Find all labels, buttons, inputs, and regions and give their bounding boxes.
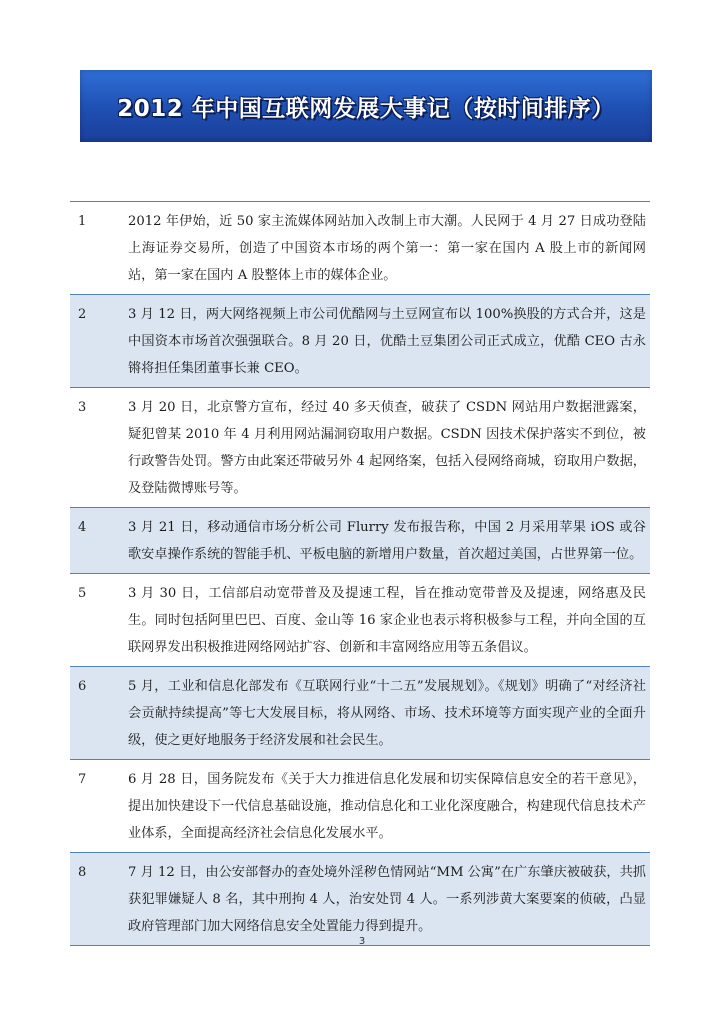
title-banner: [80, 70, 652, 142]
event-text: 7 月 12 日，由公安部督办的查处境外淫秽色情网站“MM 公寓”在广东肇庆被破获，共抓获犯罪嫌疑人 8 名，其中刑拘 4 人，治安处罚 4 人。一系列涉黄大案要案的侦破，凸显政府管理部门加大网络信息安全处置能力得到提升。: [128, 865, 646, 934]
event-number: 1: [78, 214, 87, 229]
event-number: 2: [78, 307, 87, 322]
event-row: [70, 508, 650, 574]
event-row: [70, 295, 650, 388]
event-row: [70, 853, 650, 946]
event-text: 3 月 30 日，工信部启动宽带普及及提速工程，旨在推动宽带普及及提速，网络惠及民生。同时包括阿里巴巴、百度、金山等 16 家企业也表示将积极参与工程，并向全国的互联网界发出积极推进网络网站扩容、创新和丰富网络应用等五条倡议。: [128, 586, 646, 655]
event-text: 5 月，工业和信息化部发布《互联网行业“十二五”发展规划》。《规划》明确了“对经济社会贡献持续提高”等七大发展目标，将从网络、市场、技术环境等方面实现产业的全面升级，使之更好地服务于经济发展和社会民生。: [128, 679, 646, 748]
event-number: 3: [78, 400, 87, 415]
event-number: 4: [78, 520, 87, 535]
page-number: 3: [358, 936, 366, 947]
event-row: [70, 388, 650, 508]
event-row: [70, 202, 650, 295]
event-number: 5: [78, 586, 87, 601]
event-row: [70, 667, 650, 760]
page-title: 2012 年中国互联网发展大事记（按时间排序）: [117, 95, 615, 122]
event-text: 3 月 21 日，移动通信市场分析公司 Flurry 发布报告称，中国 2 月采用苹果 iOS 或谷歌安卓操作系统的智能手机、平板电脑的新增用户数量，首次超过美国，占世界第一位。: [128, 520, 646, 562]
event-text: 6 月 28 日，国务院发布《关于大力推进信息化发展和切实保障信息安全的若干意见》，提出加快建设下一代信息基础设施，推动信息化和工业化深度融合，构建现代信息技术产业体系，全面提高经济社会信息化发展水平。: [128, 772, 646, 841]
event-text: 2012 年伊始，近 50 家主流媒体网站加入改制上市大潮。人民网于 4 月 27 日成功登陆上海证券交易所，创造了中国资本市场的两个第一：第一家在国内 A 股上市的新闻网站，第一家在国内 A 股整体上市的媒体企业。: [128, 214, 646, 283]
event-number: 7: [78, 772, 87, 787]
event-row: [70, 760, 650, 853]
event-row: [70, 574, 650, 667]
event-number: 6: [78, 679, 87, 694]
event-text: 3 月 20 日，北京警方宣布，经过 40 多天侦查，破获了 CSDN 网站用户数据泄露案，疑犯曾某 2010 年 4 月利用网站漏洞窃取用户数据。CSDN 因技术保护落实不到位，被行政警告处罚。警方由此案还带破另外 4 起网络案，包括入侵网络商城，窃取用户数据，及登陆微博账号等。: [128, 400, 646, 496]
event-number: 8: [78, 865, 87, 880]
events-table: [70, 201, 650, 946]
event-text: 3 月 12 日，两大网络视频上市公司优酷网与土豆网宣布以 100%换股的方式合并，这是中国资本市场首次强强联合。8 月 20 日，优酷土豆集团公司正式成立，优酷 CEO 古永锵将担任集团董事长兼 CEO。: [128, 307, 646, 376]
